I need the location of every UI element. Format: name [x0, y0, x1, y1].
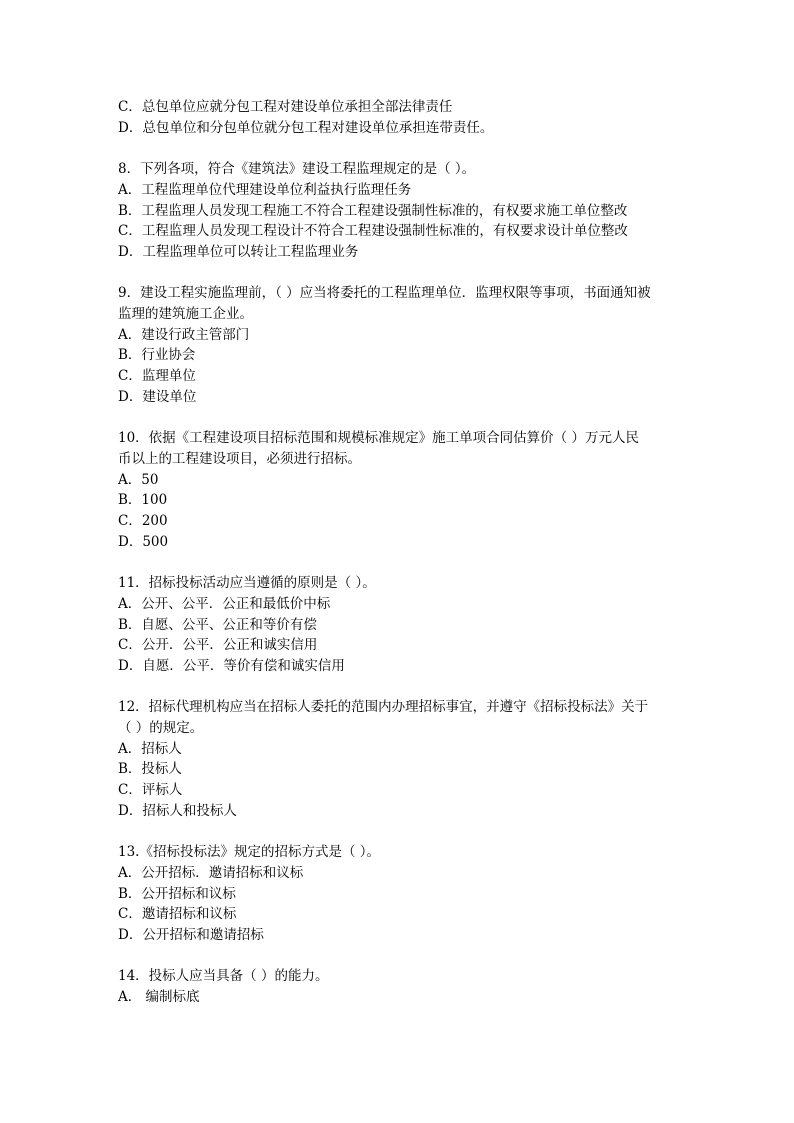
option-c: C．公开．公平．公正和诚实信用: [118, 637, 318, 654]
option-a: A．50: [118, 471, 159, 488]
question-stem: 14．投标人应当具备（ ）的能力。: [118, 968, 329, 985]
spacer: [118, 408, 678, 429]
spacer: [118, 263, 678, 284]
option-line: C．总包单位应就分包工程对建设单位承担全部法律责任: [118, 99, 453, 115]
option-c: C．200: [118, 513, 168, 530]
option-a: A．建设行政主管部门: [118, 326, 250, 343]
option-c: C．邀请招标和议标: [118, 906, 237, 923]
spacer: [118, 946, 678, 967]
option-d: D．工程监理单位可以转让工程监理业务: [118, 243, 359, 260]
spacer: [118, 677, 678, 698]
question-10: [118, 428, 678, 552]
question-stem: 13.《招标投标法》规定的招标方式是（ ）。: [118, 844, 381, 861]
option-c: C．监理单位: [118, 368, 196, 385]
option-c: C．评标人: [118, 782, 183, 799]
option-d: D．公开招标和邀请招标: [118, 927, 264, 944]
option-a: A．公开、公平．公正和最低价中标: [118, 595, 331, 612]
option-a: A． 编制标底: [118, 989, 200, 1006]
option-a: A．招标人: [118, 740, 182, 757]
question-stem-continued: （ ）的规定。: [118, 720, 204, 737]
spacer: [118, 552, 678, 573]
option-b: B．工程监理人员发现工程施工不符合工程建设强制性标准的，有权要求施工单位整改: [118, 202, 628, 219]
option-b: B．公开招标和议标: [118, 885, 236, 902]
spacer: [118, 138, 678, 159]
option-b: B．自愿、公平、公正和等价有偿: [118, 616, 317, 633]
question-11: [118, 573, 678, 677]
option-d: D．建设单位: [118, 388, 197, 405]
option-line: D．总包单位和分包单位就分包工程对建设单位承担连带责任。: [118, 119, 494, 136]
question-8: [118, 159, 678, 263]
option-b: B．100: [118, 492, 168, 509]
question-stem-continued: 监理的建筑施工企业。: [118, 306, 253, 322]
question-stem: 12．招标代理机构应当在招标人委托的范围内办理招标事宜，并遵守《招标投标法》关于: [118, 699, 649, 716]
question-stem: 11．招标投标活动应当遵循的原则是（ ）。: [118, 575, 376, 592]
option-d: D．招标人和投标人: [118, 802, 237, 819]
question-stem-continued: 币以上的工程建设项目，必须进行招标。: [118, 450, 361, 467]
question-12: [118, 697, 678, 821]
question-stem: 10．依据《工程建设项目招标范围和规模标准规定》施工单项合同估算价（ ）万元人民: [118, 430, 639, 447]
question-13: [118, 842, 678, 946]
spacer: [118, 822, 678, 843]
option-d: D．自愿．公平．等价有偿和诚实信用: [118, 657, 345, 674]
question-14: [118, 966, 678, 1007]
option-c: C．工程监理人员发现工程设计不符合工程建设强制性标准的，有权要求设计单位整改: [118, 223, 628, 240]
question-stem: 9．建设工程实施监理前，（ ）应当将委托的工程监理单位．监理权限等事项，书面通知被: [118, 285, 651, 302]
question-9: [118, 283, 678, 407]
option-d: D．500: [118, 533, 169, 550]
option-b: B．行业协会: [118, 347, 196, 364]
option-a: A．公开招标．邀请招标和议标: [118, 864, 304, 881]
document-page: [118, 97, 678, 1008]
option-b: B．投标人: [118, 761, 182, 778]
question-stem: 8．下列各项，符合《建筑法》建设工程监理规定的是（ ）。: [118, 161, 476, 178]
option-a: A．工程监理单位代理建设单位利益执行监理任务: [118, 181, 412, 198]
prev-question-options: [118, 97, 678, 138]
